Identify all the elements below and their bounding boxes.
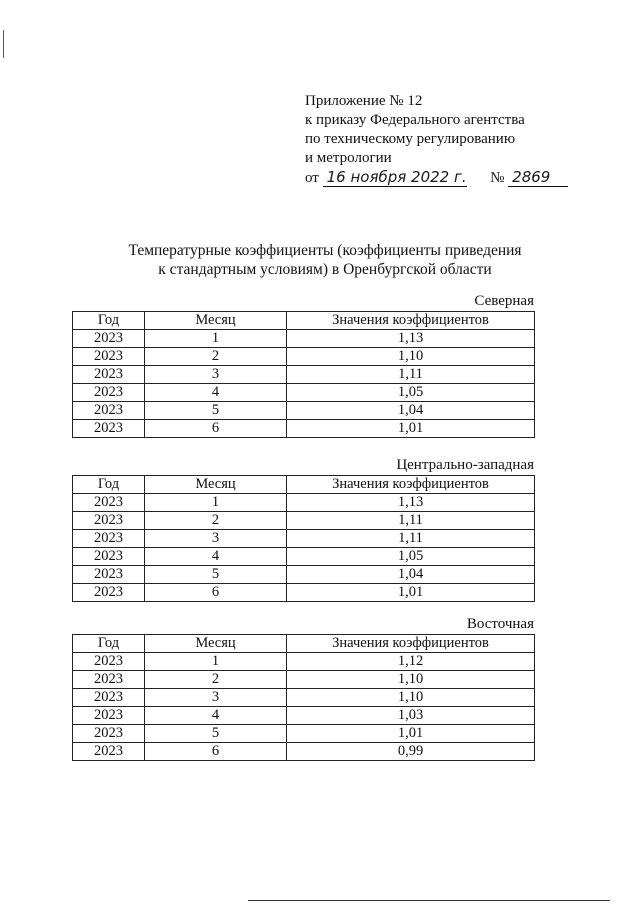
cell-month: 6 [145, 584, 287, 602]
table-row [73, 366, 535, 384]
cell-coefficient: 1,04 [287, 402, 535, 420]
table-row [73, 530, 535, 548]
cell-month: 6 [145, 743, 287, 761]
table-header-row [73, 635, 535, 653]
region-label-east: Восточная [466, 616, 534, 632]
cell-year: 2023 [73, 384, 145, 402]
column-header-coefficient: Значения коэффициентов [287, 635, 535, 653]
table-row [73, 548, 535, 566]
cell-year: 2023 [73, 725, 145, 743]
header-line-agency: по техническому регулированию [305, 131, 516, 147]
cell-year: 2023 [73, 366, 145, 384]
order-date-handwritten: 16 ноября 2022 г. [323, 168, 467, 187]
column-header-year: Год [73, 476, 145, 494]
cell-year: 2023 [73, 530, 145, 548]
cell-year: 2023 [73, 420, 145, 438]
cell-year: 2023 [73, 653, 145, 671]
scan-edge-mark [3, 30, 4, 58]
cell-coefficient: 1,01 [287, 420, 535, 438]
order-number-handwritten: 2869 [508, 168, 568, 187]
cell-year: 2023 [73, 548, 145, 566]
cell-coefficient: 1,10 [287, 671, 535, 689]
table-row [73, 494, 535, 512]
cell-year: 2023 [73, 494, 145, 512]
coefficient-table-east [72, 634, 535, 761]
table-row [73, 725, 535, 743]
table-row [73, 689, 535, 707]
cell-month: 1 [145, 494, 287, 512]
document-title-line-2: к стандартным условиям) в Оренбургской области [158, 261, 492, 278]
scan-bottom-line [248, 900, 610, 901]
column-header-month: Месяц [145, 635, 287, 653]
order-date-prefix: от [305, 170, 319, 186]
cell-month: 2 [145, 512, 287, 530]
cell-coefficient: 1,11 [287, 512, 535, 530]
cell-coefficient: 1,01 [287, 584, 535, 602]
cell-year: 2023 [73, 707, 145, 725]
cell-year: 2023 [73, 348, 145, 366]
table-row [73, 402, 535, 420]
cell-month: 4 [145, 548, 287, 566]
table-row [73, 330, 535, 348]
table-header-row [73, 476, 535, 494]
cell-coefficient: 1,12 [287, 653, 535, 671]
cell-coefficient: 1,04 [287, 566, 535, 584]
cell-year: 2023 [73, 584, 145, 602]
region-label-central-west: Центрально-западная [396, 457, 534, 473]
region-label-north: Северная [474, 293, 534, 309]
document-title [70, 241, 580, 279]
cell-coefficient: 1,05 [287, 548, 535, 566]
table-row [73, 707, 535, 725]
cell-coefficient: 1,11 [287, 366, 535, 384]
column-header-coefficient: Значения коэффициентов [287, 312, 535, 330]
table-row [73, 653, 535, 671]
column-header-month: Месяц [145, 476, 287, 494]
cell-coefficient: 1,10 [287, 689, 535, 707]
cell-month: 5 [145, 402, 287, 420]
cell-coefficient: 0,99 [287, 743, 535, 761]
coefficient-table-central-west [72, 475, 535, 602]
order-number-label: № [490, 170, 505, 186]
column-header-year: Год [73, 312, 145, 330]
column-header-year: Год [73, 635, 145, 653]
cell-year: 2023 [73, 689, 145, 707]
table-row [73, 566, 535, 584]
cell-year: 2023 [73, 512, 145, 530]
cell-year: 2023 [73, 402, 145, 420]
table-row [73, 348, 535, 366]
column-header-month: Месяц [145, 312, 287, 330]
appendix-header [305, 92, 625, 168]
cell-year: 2023 [73, 671, 145, 689]
cell-month: 5 [145, 725, 287, 743]
cell-coefficient: 1,03 [287, 707, 535, 725]
table-row [73, 671, 535, 689]
cell-month: 1 [145, 653, 287, 671]
table-row [73, 584, 535, 602]
table-header-row [73, 312, 535, 330]
cell-coefficient: 1,10 [287, 348, 535, 366]
cell-year: 2023 [73, 743, 145, 761]
cell-month: 6 [145, 420, 287, 438]
cell-coefficient: 1,13 [287, 494, 535, 512]
cell-month: 5 [145, 566, 287, 584]
cell-month: 3 [145, 689, 287, 707]
order-date-number-line [305, 168, 568, 187]
cell-month: 4 [145, 384, 287, 402]
cell-coefficient: 1,11 [287, 530, 535, 548]
header-line-order-ref: к приказу Федерального агентства [305, 112, 525, 128]
table-row [73, 384, 535, 402]
cell-coefficient: 1,13 [287, 330, 535, 348]
cell-month: 2 [145, 671, 287, 689]
header-line-appendix: Приложение № 12 [305, 93, 423, 109]
document-title-line-1: Температурные коэффициенты (коэффициенты приведения [128, 242, 522, 259]
cell-month: 1 [145, 330, 287, 348]
cell-month: 3 [145, 530, 287, 548]
cell-coefficient: 1,05 [287, 384, 535, 402]
cell-year: 2023 [73, 330, 145, 348]
table-row [73, 420, 535, 438]
cell-month: 2 [145, 348, 287, 366]
header-line-metrology: и метрологии [305, 150, 392, 166]
column-header-coefficient: Значения коэффициентов [287, 476, 535, 494]
table-row [73, 743, 535, 761]
table-row [73, 512, 535, 530]
cell-month: 4 [145, 707, 287, 725]
cell-month: 3 [145, 366, 287, 384]
coefficient-table-north [72, 311, 535, 438]
cell-year: 2023 [73, 566, 145, 584]
cell-coefficient: 1,01 [287, 725, 535, 743]
